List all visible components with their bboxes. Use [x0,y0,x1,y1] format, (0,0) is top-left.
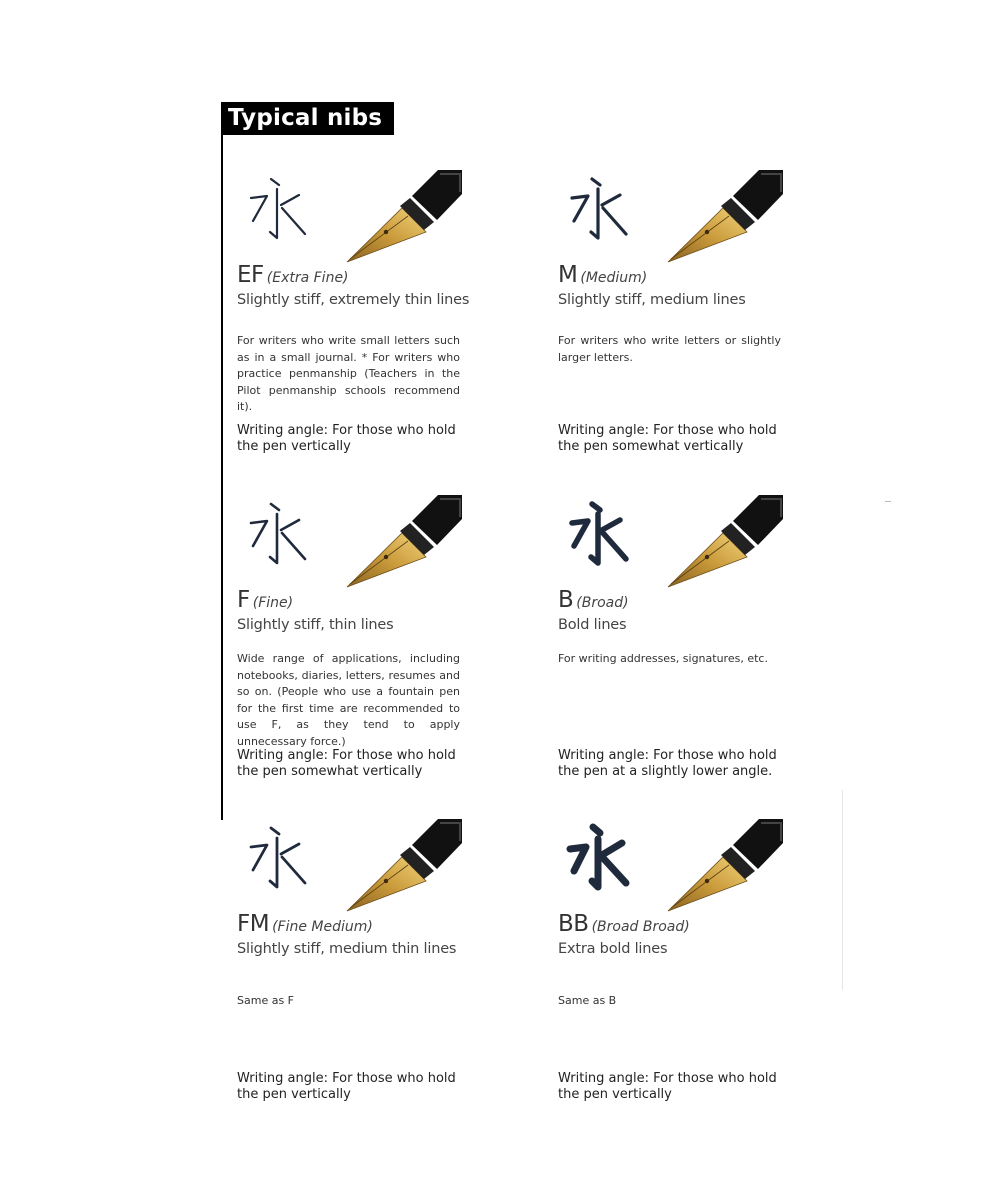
nib-subtitle: Slightly stiff, extremely thin lines [237,292,470,308]
kanji-ei-medium-icon [562,174,632,244]
fountain-pen-nib-icon [663,495,783,590]
kanji-ei-fine-medium-icon [241,823,311,893]
nib-description: For writers who write small letters such as in a small journal. * For writers who practice penmanship (Teachers in the Pilot penmanship schools recommend it). [237,334,460,413]
nib-writing-angle: Writing angle: For those who hold the pen vertically [237,1071,456,1102]
nib-name: (Fine) [252,595,294,611]
nib-card-bb [558,819,788,1139]
fountain-pen-nib-icon [342,170,462,265]
nib-description: For writers who write letters or slightly larger letters. [558,334,781,364]
nib-subtitle: Slightly stiff, thin lines [237,617,394,633]
fountain-pen-nib-icon [342,495,462,590]
nib-subtitle: Bold lines [558,617,627,633]
nib-code: B [558,587,574,613]
nib-name: (Broad) [576,595,629,611]
stray-mark [885,501,891,502]
nib-description: Same as F [237,994,294,1007]
kanji-ei-broad-icon [562,499,632,569]
nib-card-ef [237,170,470,490]
kanji-ei-fine-icon [241,499,311,569]
fountain-pen-nib-icon [342,819,462,914]
fountain-pen-nib-icon [663,170,783,265]
nib-code: M [558,262,578,288]
kanji-ei-thin-icon [241,174,311,244]
nib-name: (Fine Medium) [272,919,373,935]
nib-subtitle: Extra bold lines [558,941,668,957]
nib-writing-angle: Writing angle: For those who hold the pen at a slightly lower angle. [558,748,777,779]
nib-code: FM [237,911,270,937]
nib-writing-angle: Writing angle: For those who hold the pen vertically [237,423,456,454]
nib-card-m [558,170,788,490]
nib-writing-angle: Writing angle: For those who hold the pen somewhat vertically [558,423,777,454]
fountain-pen-nib-icon [663,819,783,914]
nib-writing-angle: Writing angle: For those who hold the pen somewhat vertically [237,748,456,779]
nib-name: (Broad Broad) [591,919,690,935]
nib-description: For writing addresses, signatures, etc. [558,652,768,665]
nib-code: EF [237,262,264,288]
section-title: Typical nibs [221,102,394,135]
nib-code: BB [558,911,589,937]
nib-code: F [237,587,250,613]
nib-writing-angle: Writing angle: For those who hold the pen vertically [558,1071,777,1102]
nib-description: Same as B [558,994,617,1007]
nib-card-f [237,495,467,815]
nib-card-fm [237,819,467,1139]
nib-card-b [558,495,788,815]
divider [842,790,843,990]
nib-subtitle: Slightly stiff, medium lines [558,292,746,308]
nib-name: (Medium) [580,270,648,286]
header-rule [221,102,223,820]
nib-subtitle: Slightly stiff, medium thin lines [237,941,457,957]
nib-description: Wide range of applications, including notebooks, diaries, letters, resumes and so on. (People who use a fountain pen for the first time are recommended to use F, as they tend to apply unnecessary force.) [237,652,460,748]
kanji-ei-broad-broad-icon [562,823,632,893]
nib-name: (Extra Fine) [266,270,349,286]
